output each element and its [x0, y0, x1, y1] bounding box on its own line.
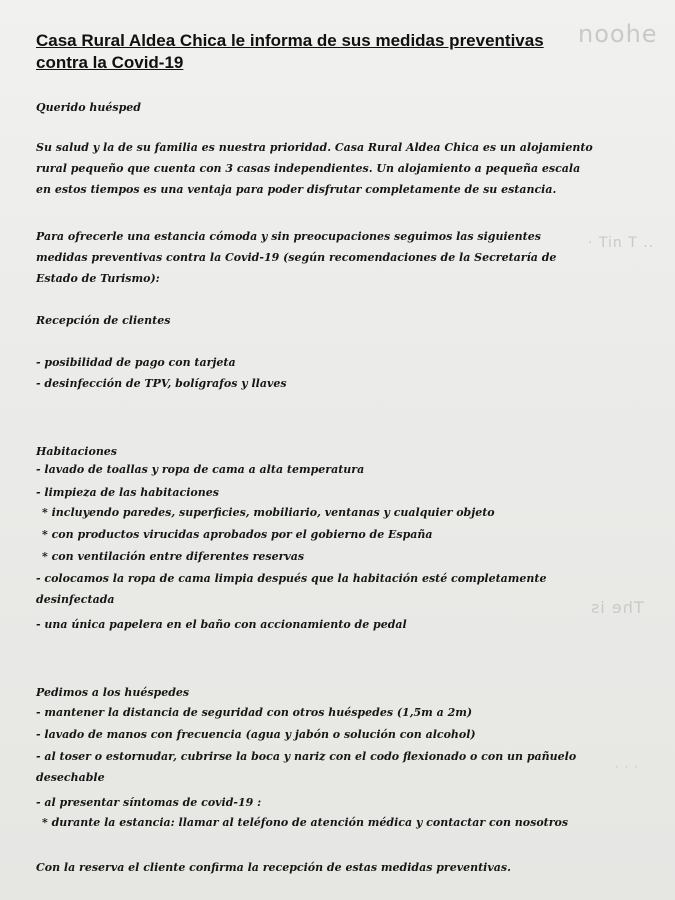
closing-note: Con la reserva el cliente confirma la recepción de estas medidas preventivas. — [36, 861, 511, 874]
guests-subitem: * durante la estancia: llamar al teléfono de atención médica y contactar con nosotros — [42, 816, 569, 829]
rooms-item: - colocamos la ropa de cama limpia después que la habitación esté completamente desinfectada — [36, 572, 547, 606]
guests-heading: Pedimos a los huéspedes — [36, 686, 190, 699]
rooms-item: - una única papelera en el baño con accionamiento de pedal — [36, 618, 407, 631]
reception-item: - desinfección de TPV, bolígrafos y llaves — [36, 377, 287, 390]
bleed-through-text: · · · — [615, 760, 640, 774]
rooms-subitem: * con productos viruсidas aprobados por el gobierno de España — [42, 528, 433, 541]
greeting: Querido huésped — [36, 101, 141, 114]
rooms-item: - lavado de toallas y ropa de cama a alta temperatura — [36, 463, 365, 476]
intro-paragraph: Su salud y la de su familia es nuestra prioridad. Casa Rural Aldea Chica es un alojamiento rural pequeño que cuenta con 3 casas independientes. Un alojamiento a pequeña escala en estos tiempos es una ventaja para poder disfrutar completamente de su estancia. — [36, 141, 593, 196]
guests-item: - al presentar síntomas de covid-19 : — [36, 796, 262, 809]
reception-heading: Recepción de clientes — [36, 314, 171, 327]
bleed-through-text: · Tin T .. — [588, 235, 655, 251]
bleed-through-text: The is — [590, 598, 644, 617]
reception-item: - posibilidad de pago con tarjeta — [36, 356, 236, 369]
guests-item: - lavado de manos con frecuencia (agua y jabón o solución con alcohol) — [36, 728, 476, 741]
rooms-heading: Habitaciones — [36, 445, 118, 458]
rooms-subitem: * incluyendo paredes, superficies, mobiliario, ventanas y cualquier objeto — [42, 506, 495, 519]
bleed-through-text: noohe — [578, 20, 658, 48]
rooms-item: - limpieza de las habitaciones — [36, 486, 219, 499]
measures-intro-paragraph: Para ofrecerle una estancia cómoda y sin preocupaciones seguimos las siguientes medidas preventivas contra la Covid-19 (según recomendaciones de la Secretaría de Estado de Turismo): — [36, 230, 557, 285]
document-title: Casa Rural Aldea Chica le informa de sus medidas preventivas contra la Covid-19 — [36, 31, 544, 72]
guests-item: - mantener la distancia de seguridad con otros huéspedes (1,5m a 2m) — [36, 706, 473, 719]
rooms-subitem: * con ventilación entre diferentes reservas — [42, 550, 305, 563]
guests-item: - al toser o estornudar, cubrirse la boca y nariz con el codo flexionado o con un pañuelo desechable — [36, 750, 577, 784]
